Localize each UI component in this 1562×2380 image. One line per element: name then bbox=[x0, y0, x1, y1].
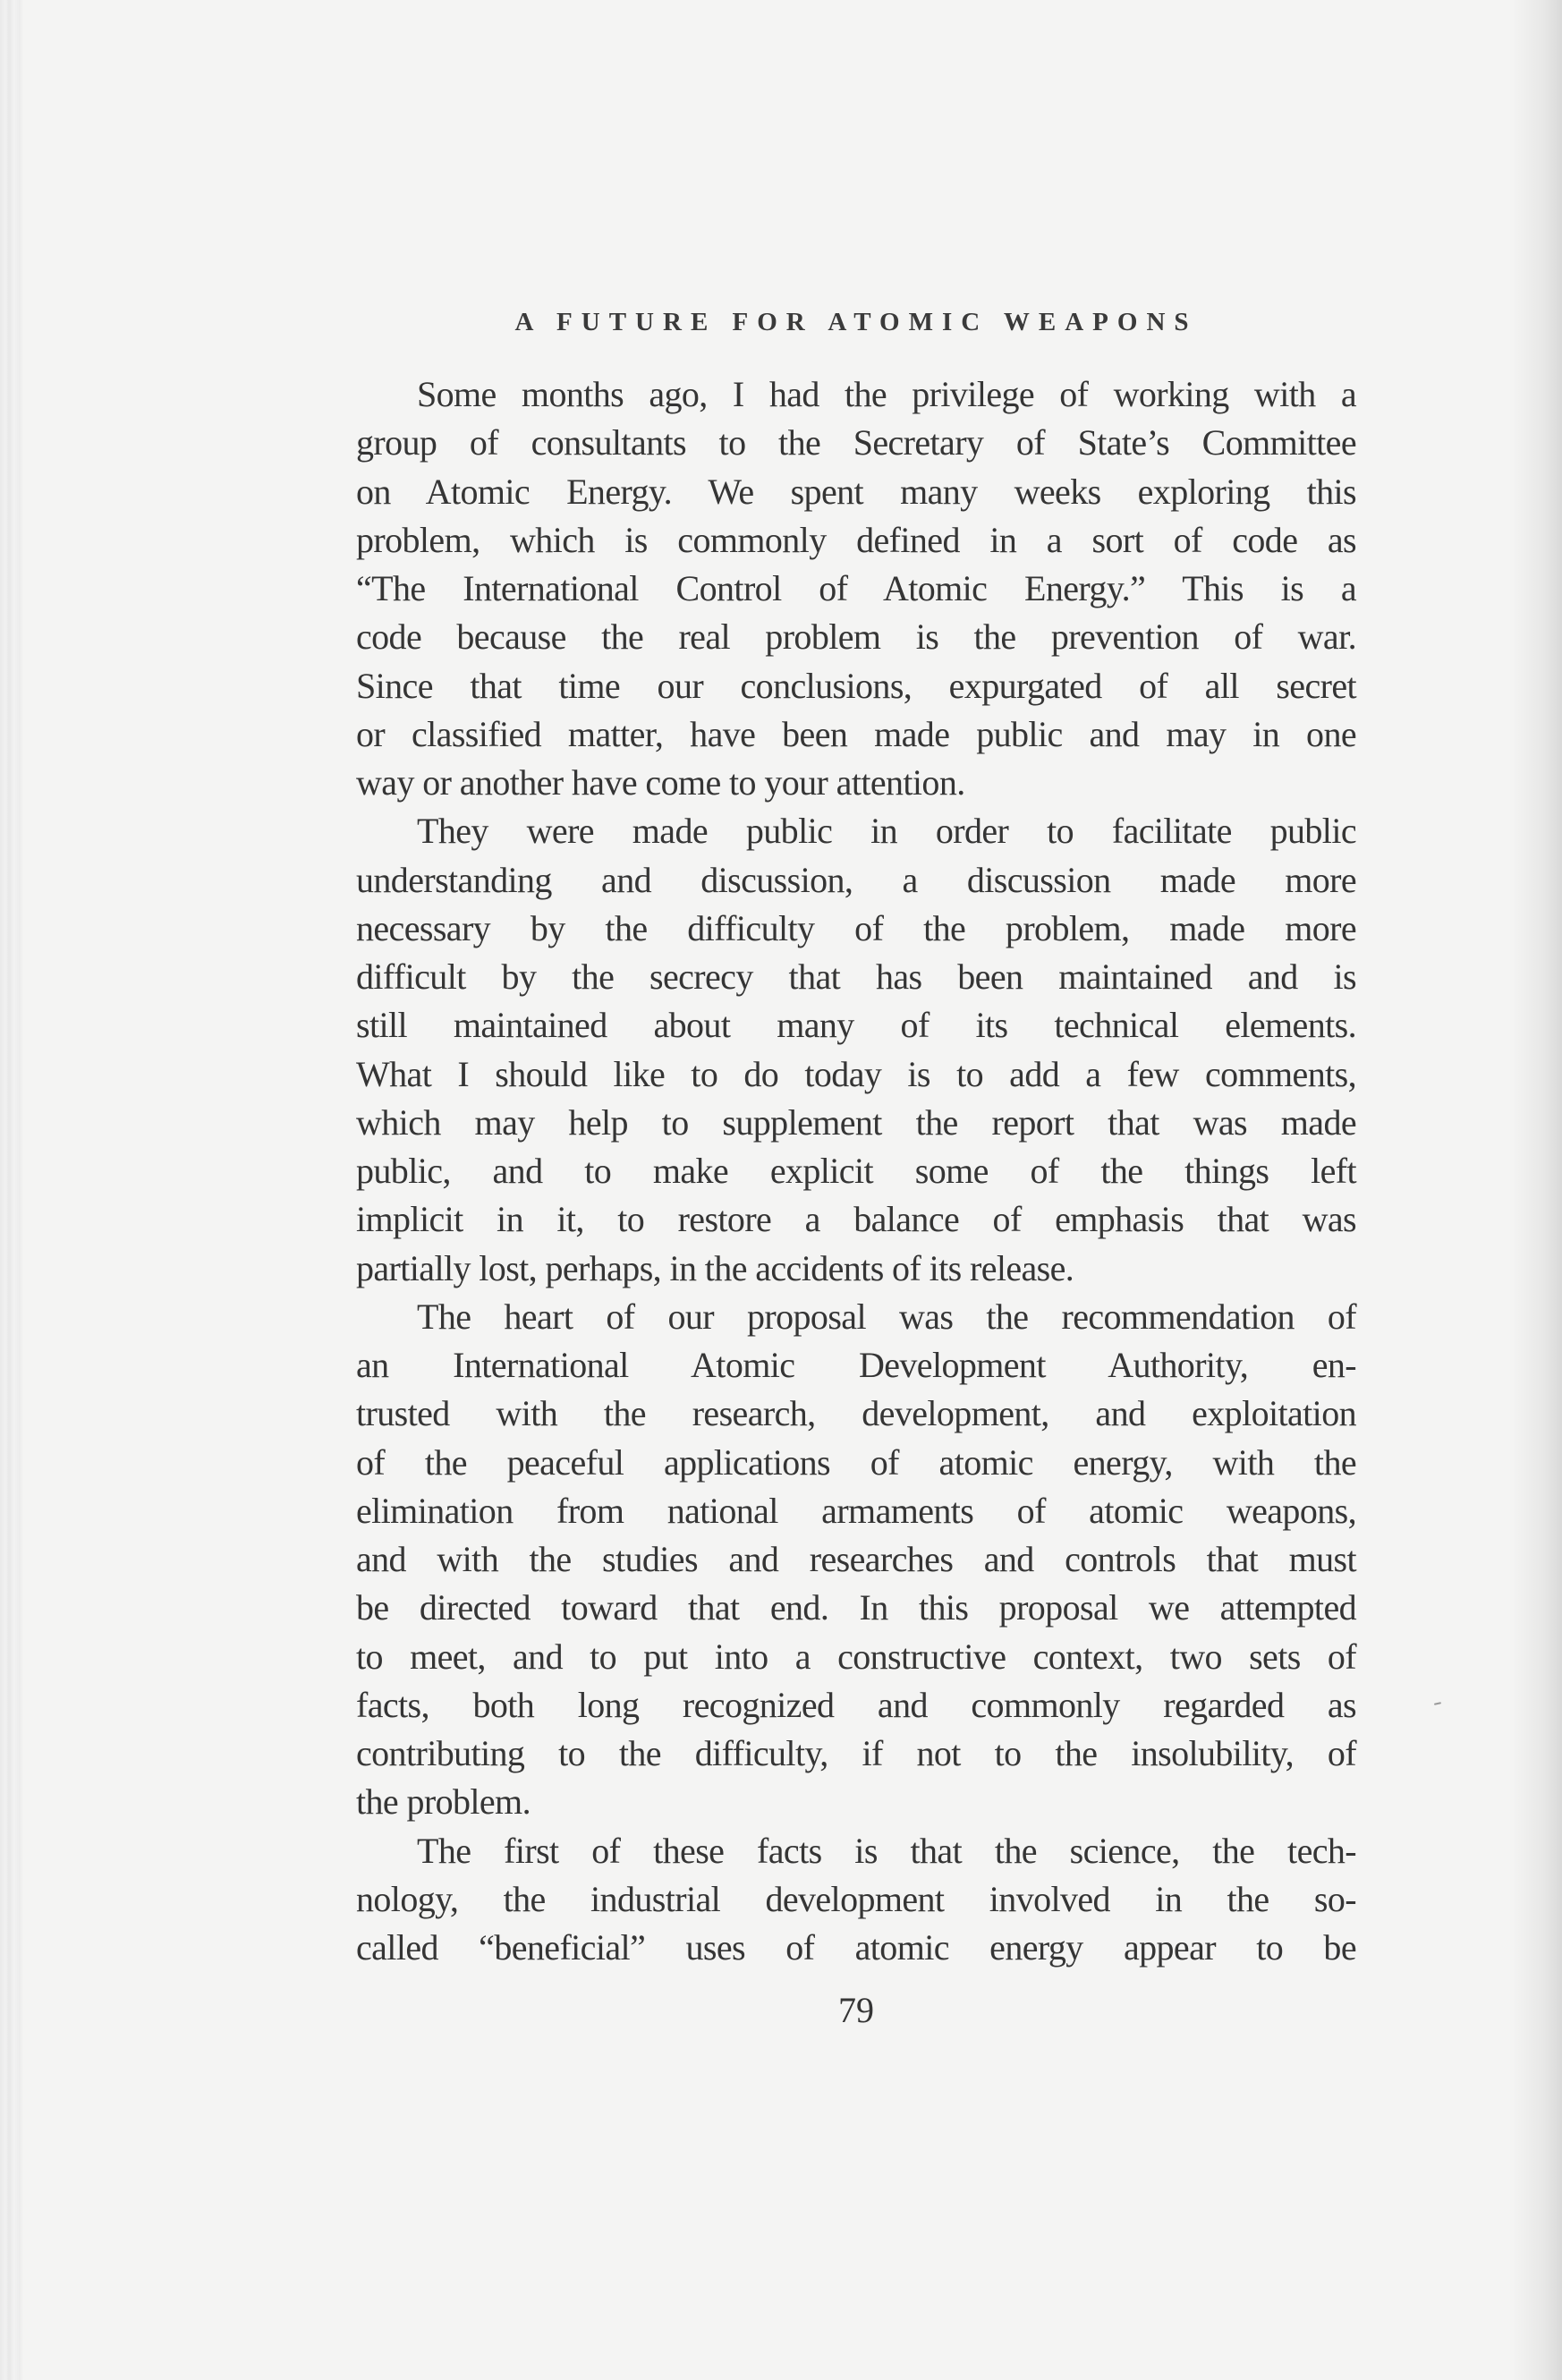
page-number: 79 bbox=[838, 1990, 874, 2030]
text-line: “The International Control of Atomic Energy.” This is a bbox=[356, 568, 1356, 608]
text-line: difficult by the secrecy that has been maintained and is bbox=[356, 956, 1356, 997]
text-line: an International Atomic Development Authority, en- bbox=[356, 1345, 1356, 1385]
text-line: contributing to the difficulty, if not to the insolubility, of bbox=[356, 1733, 1356, 1773]
paragraph-4 bbox=[356, 1827, 1356, 1973]
text-line: trusted with the research, development, and exploitation bbox=[356, 1393, 1356, 1434]
paragraph-3 bbox=[356, 1293, 1356, 1827]
text-line: or classified matter, have been made public and may in one bbox=[356, 713, 1356, 754]
text-line: nology, the industrial development involved in the so- bbox=[356, 1878, 1356, 1919]
text-line: called “beneficial” uses of atomic energy appear to be bbox=[356, 1927, 1356, 1968]
text-line: The heart of our proposal was the recommendation of bbox=[417, 1296, 1356, 1337]
body-text bbox=[356, 370, 1356, 1972]
paper-speck bbox=[1434, 1702, 1441, 1705]
text-line: to meet, and to put into a constructive context, two sets of bbox=[356, 1636, 1356, 1677]
text-line: of the peaceful applications of atomic energy, with the bbox=[356, 1441, 1356, 1483]
paragraph-2 bbox=[356, 807, 1356, 1293]
text-line: The first of these facts is that the science, the tech- bbox=[417, 1830, 1356, 1871]
text-line: the problem. bbox=[356, 1781, 531, 1823]
text-line: on Atomic Energy. We spent many weeks exploring this bbox=[356, 471, 1356, 512]
paragraph-1 bbox=[356, 370, 1356, 807]
text-line: which may help to supplement the report that was made bbox=[356, 1101, 1356, 1143]
text-line: be directed toward that end. In this proposal we attempted bbox=[356, 1587, 1356, 1628]
text-line: still maintained about many of its technical elements. bbox=[356, 1005, 1356, 1046]
text-line: What I should like to do today is to add a few comments, bbox=[356, 1053, 1356, 1094]
text-line: Since that time our conclusions, expurgated of all secret bbox=[356, 665, 1356, 706]
text-line: and with the studies and researches and controls that must bbox=[356, 1539, 1356, 1579]
text-line: partially lost, perhaps, in the accidents of its release. bbox=[356, 1247, 1074, 1288]
text-line: Some months ago, I had the privilege of working with a bbox=[417, 374, 1356, 414]
running-head: A FUTURE FOR ATOMIC WEAPONS bbox=[514, 308, 1198, 336]
text-line: facts, both long recognized and commonly regarded as bbox=[356, 1684, 1356, 1725]
text-line: public, and to make explicit some of the things left bbox=[356, 1151, 1356, 1191]
text-line: group of consultants to the Secretary of State’s Committee bbox=[356, 422, 1356, 463]
text-line: code because the real problem is the prevention of war. bbox=[356, 616, 1356, 658]
text-line: understanding and discussion, a discussion made more bbox=[356, 859, 1356, 900]
text-line: elimination from national armaments of atomic weapons, bbox=[356, 1490, 1356, 1531]
text-line: implicit in it, to restore a balance of emphasis that was bbox=[356, 1199, 1356, 1240]
text-line: way or another have come to your attention. bbox=[356, 762, 965, 803]
text-line: problem, which is commonly defined in a sort of code as bbox=[356, 519, 1356, 560]
text-line: They were made public in order to facilitate public bbox=[417, 811, 1356, 852]
text-line: necessary by the difficulty of the problem, made more bbox=[356, 907, 1356, 948]
